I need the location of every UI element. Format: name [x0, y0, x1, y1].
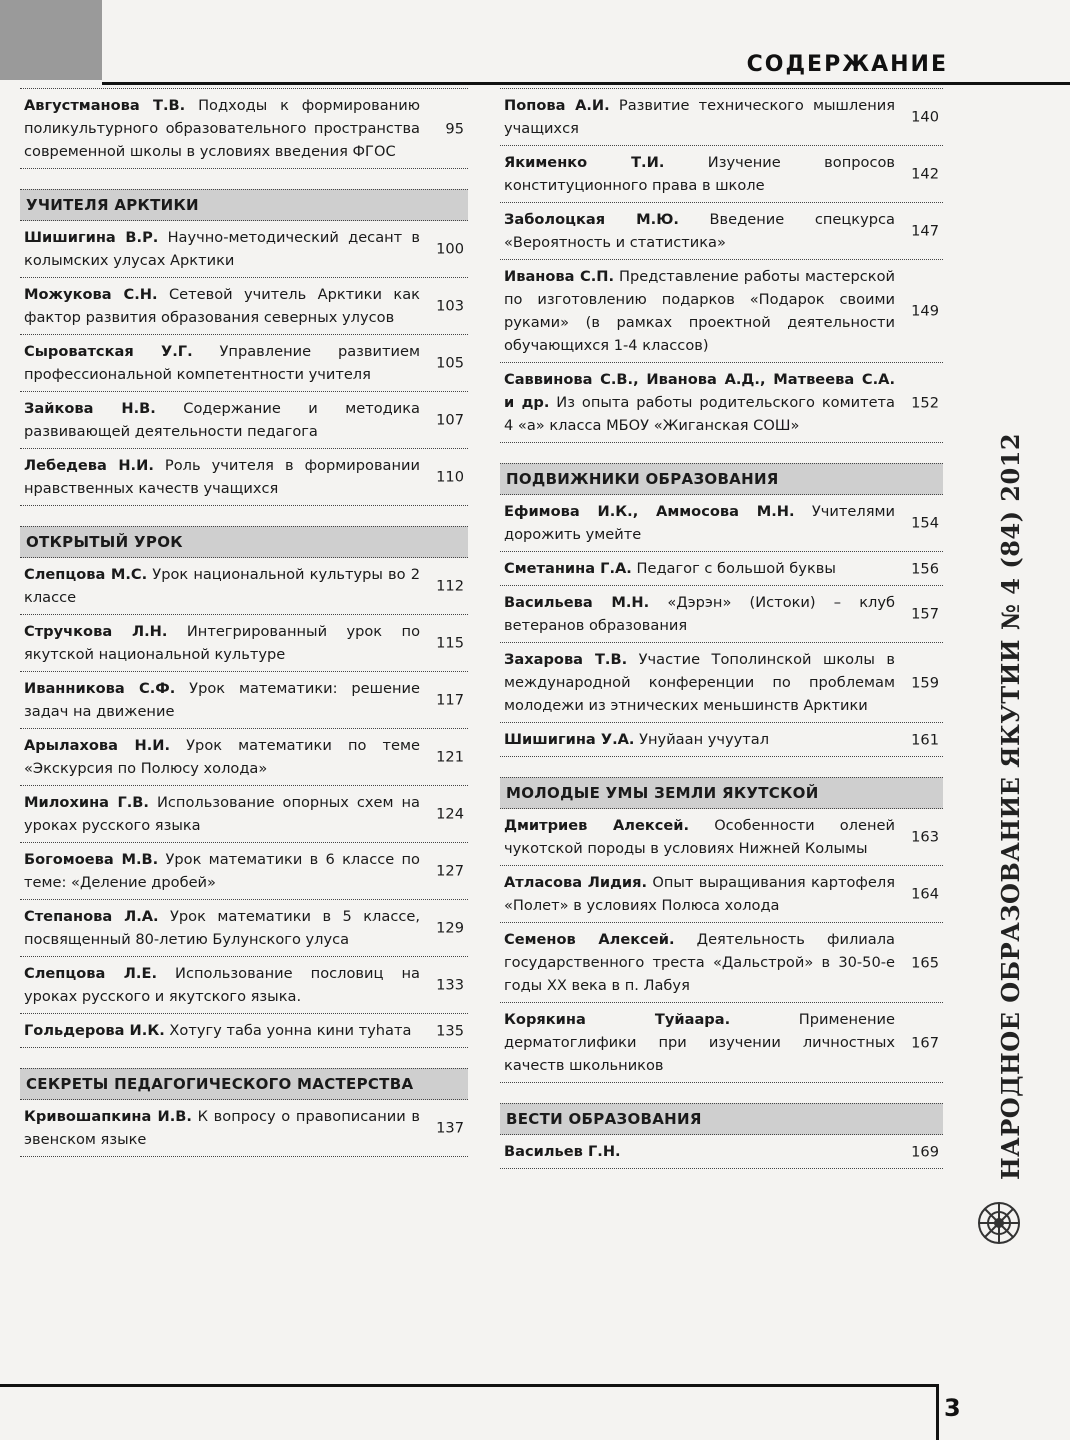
toc-entry-author: Слепцова М.С.	[24, 566, 148, 583]
toc-group	[500, 88, 943, 443]
toc-entry-page: 164	[911, 885, 939, 903]
toc-entry	[500, 203, 943, 260]
toc-entry-page: 137	[436, 1119, 464, 1137]
toc-entry	[500, 1003, 943, 1083]
toc-entry-page: 105	[436, 354, 464, 372]
toc-entry	[20, 672, 468, 729]
toc-entry	[20, 786, 468, 843]
toc-entry-title: Представление работы мастерской по изготовлению подарков «Подарок своими руками» (в рамках проектной деятельности обучающихся 1-4 классов)	[504, 268, 895, 354]
toc-entry-author: Семенов Алексей.	[504, 931, 675, 948]
toc-entry-page: 156	[911, 560, 939, 577]
toc-entry	[500, 923, 943, 1003]
footer-rule	[0, 1384, 936, 1387]
toc-entry-title: Унуйаан учуутал	[634, 731, 770, 748]
section-heading: ОТКРЫТЫЙ УРОК	[20, 526, 468, 558]
toc-entry-page: 152	[911, 394, 939, 411]
toc-entry-page: 117	[436, 691, 464, 709]
toc-entry-page: 129	[436, 919, 464, 937]
toc-entry-page: 100	[436, 240, 464, 258]
toc-entry-title: Управление развитием профессиональной компетентности учителя	[24, 343, 420, 383]
toc-entry-page: 159	[911, 674, 939, 691]
toc-entry	[20, 558, 468, 615]
section-heading: ПОДВИЖНИКИ ОБРАЗОВАНИЯ	[500, 463, 943, 495]
toc-entry-author: Слепцова Л.Е.	[24, 965, 157, 982]
section-heading: ВЕСТИ ОБРАЗОВАНИЯ	[500, 1103, 943, 1135]
toc-entry	[20, 843, 468, 900]
toc-group	[500, 1135, 943, 1169]
toc-entry-title: Интегрированный урок по якутской национальной культуре	[24, 623, 420, 663]
toc-entry-author: Кривошапкина И.В.	[24, 1108, 192, 1125]
toc-entry-title: Урок математики по теме «Экскурсия по Полюсу холода»	[24, 737, 420, 777]
toc-entry-author: Дмитриев Алексей.	[504, 817, 690, 834]
page-number: 3	[944, 1394, 961, 1422]
toc-entry-title: Педагог с большой буквы	[631, 560, 836, 577]
toc-entry-page: 163	[911, 828, 939, 846]
toc-entry-title: Урок математики: решение задач на движение	[24, 680, 420, 720]
toc-entry-page: 135	[436, 1022, 464, 1039]
toc-entry	[20, 449, 468, 506]
toc-entry-author: Гольдерова И.К.	[24, 1022, 165, 1039]
toc-entry-page: 142	[911, 165, 939, 183]
toc-entry-author: Васильев Г.Н.	[504, 1143, 621, 1160]
toc-entry-title: Урок национальной культуры во 2 классе	[24, 566, 420, 606]
toc-entry-title: «Дэрэн» (Истоки) – клуб ветеранов образования	[504, 594, 895, 634]
toc-entry-page: 110	[436, 468, 464, 486]
toc-entry-page: 107	[436, 411, 464, 429]
toc-entry-title: Особенности оленей чукотской породы в условиях Нижней Колымы	[504, 817, 895, 857]
toc-entry-author: Стручкова Л.Н.	[24, 623, 168, 640]
toc-entry	[500, 495, 943, 552]
toc-entry-page: 140	[911, 108, 939, 126]
toc-entry-author: Заболоцкая М.Ю.	[504, 211, 679, 228]
toc-entry-page: 95	[445, 120, 464, 137]
journal-emblem-icon	[974, 1198, 1024, 1248]
toc-entry-author: Атласова Лидия.	[504, 874, 648, 891]
toc-entry	[20, 957, 468, 1014]
toc-entry	[500, 1135, 943, 1169]
toc-entry	[500, 723, 943, 757]
toc-entry-page: 167	[911, 1034, 939, 1051]
toc-entry-page: 161	[911, 731, 939, 748]
page-title: СОДЕРЖАНИЕ	[746, 52, 948, 77]
toc-group	[20, 1100, 468, 1157]
toc-entry	[20, 729, 468, 786]
toc-entry	[500, 260, 943, 363]
toc-entry-page: 127	[436, 862, 464, 880]
toc-entry-page: 165	[911, 954, 939, 971]
toc-entry-page: 133	[436, 976, 464, 994]
toc-entry-title: Роль учителя в формировании нравственных качеств учащихся	[24, 457, 420, 497]
toc-entry-author: Попова А.И.	[504, 97, 610, 114]
toc-entry-page: 147	[911, 222, 939, 240]
toc-entry	[20, 278, 468, 335]
toc-group	[500, 809, 943, 1083]
toc-entry-title: Развитие технического мышления учащихся	[504, 97, 895, 137]
section-heading: СЕКРЕТЫ ПЕДАГОГИЧЕСКОГО МАСТЕРСТВА	[20, 1068, 468, 1100]
toc-entry	[500, 809, 943, 866]
toc-entry	[500, 363, 943, 443]
toc-entry-author: Иванникова С.Ф.	[24, 680, 176, 697]
toc-group	[20, 88, 468, 169]
toc-entry-title: Использование опорных схем на уроках русского языка	[24, 794, 421, 834]
toc-entry	[20, 615, 468, 672]
toc-entry	[20, 392, 468, 449]
toc-entry-title: Введение спецкурса «Вероятность и статистика»	[504, 211, 895, 251]
toc-entry-title: Применение дерматоглифики при изучении личностных качеств школьников	[504, 1011, 895, 1074]
toc-entry-title: Урок математики в 5 классе, посвященный 80-летию Булунского улуса	[24, 908, 420, 948]
toc-entry	[20, 221, 468, 278]
toc-entry-title: Участие Тополинской школы в международной конференции по проблемам молодежи из этнических меньшинств Арктики	[504, 651, 895, 714]
toc-entry	[20, 900, 468, 957]
toc-entry-author: Иванова С.П.	[504, 268, 614, 285]
header-rule	[102, 82, 1070, 85]
toc-entry-page: 115	[436, 634, 464, 652]
toc-entry-title: Использование пословиц на уроках русского и якутского языка.	[24, 965, 420, 1005]
toc-group	[20, 558, 468, 1048]
toc-entry-author: Васильева М.Н.	[504, 594, 650, 611]
toc-entry-title: Опыт выращивания картофеля «Полет» в условиях Полюса холода	[504, 874, 895, 914]
toc-entry-page: 121	[436, 748, 464, 766]
journal-side-title: НАРОДНОЕ ОБРАЗОВАНИЕ ЯКУТИИ № 4 (84) 2012	[996, 432, 1025, 1180]
toc-entry-author: Ефимова И.К., Аммосова М.Н.	[504, 503, 795, 520]
toc-entry-author: Арылахова Н.И.	[24, 737, 171, 754]
toc-entry	[20, 1100, 468, 1157]
toc-entry-page: 169	[911, 1143, 939, 1160]
toc-entry	[20, 335, 468, 392]
page-number-divider	[936, 1384, 939, 1440]
toc-entry	[500, 866, 943, 923]
toc-entry-page: 149	[911, 302, 939, 320]
toc-entry-author: Милохина Г.В.	[24, 794, 149, 811]
toc-entry-author: Можукова С.Н.	[24, 286, 158, 303]
toc-entry-title: Сетевой учитель Арктики как фактор развития образования северных улусов	[24, 286, 420, 326]
section-heading: МОЛОДЫЕ УМЫ ЗЕМЛИ ЯКУТСКОЙ	[500, 777, 943, 809]
toc-entry-page: 112	[436, 577, 464, 595]
toc-entry-author: Шишигина У.А.	[504, 731, 635, 748]
toc-entry-page: 157	[911, 605, 939, 623]
toc-entry-page: 154	[911, 514, 939, 532]
toc-entry-author: Степанова Л.А.	[24, 908, 159, 925]
toc-entry	[500, 643, 943, 723]
gray-corner-block	[0, 0, 102, 80]
toc-entry-author: Лебедева Н.И.	[24, 457, 154, 474]
toc-group	[20, 221, 468, 506]
toc-entry-title: Подходы к формированию поликультурного образовательного пространства современной школы в условиях введения ФГОС	[24, 97, 420, 160]
toc-entry	[20, 88, 468, 169]
toc-group	[500, 495, 943, 757]
toc-entry-title: Содержание и методика развивающей деятельности педагога	[24, 400, 420, 440]
toc-entry	[500, 88, 943, 146]
toc-entry-author: Августманова Т.В.	[24, 97, 186, 114]
toc-entry-author: Зайкова Н.В.	[24, 400, 156, 417]
toc-entry	[500, 146, 943, 203]
toc-entry-author: Якименко Т.И.	[504, 154, 665, 171]
toc-entry-page: 103	[436, 297, 464, 315]
toc-entry-author: Богомоева М.В.	[24, 851, 159, 868]
toc-entry-title: К вопросу о правописании в эвенском языке	[24, 1108, 420, 1148]
toc-entry-author: Захарова Т.В.	[504, 651, 628, 668]
toc-entry-title: Учителями дорожить умейте	[504, 503, 895, 543]
toc-entry-author: Шишигина В.Р.	[24, 229, 159, 246]
toc-entry-page: 124	[436, 805, 464, 823]
toc-entry-title: Научно-методический десант в колымских улусах Арктики	[24, 229, 420, 269]
section-heading: УЧИТЕЛЯ АРКТИКИ	[20, 189, 468, 221]
toc-entry	[20, 1014, 468, 1048]
right-column	[500, 88, 943, 1169]
toc-entry-author: Сметанина Г.А.	[504, 560, 632, 577]
toc-entry	[500, 586, 943, 643]
toc-entry	[500, 552, 943, 586]
toc-entry-title: Урок математики в 6 классе по теме: «Деление дробей»	[24, 851, 420, 891]
left-column	[20, 88, 468, 1157]
toc-entry-author: Корякина Туйаара.	[504, 1011, 731, 1028]
toc-entry-title: Деятельность филиала государственного треста «Дальстрой» в 30-50-е годы XX века в п. Лабуя	[504, 931, 895, 994]
toc-entry-author: Сыроватская У.Г.	[24, 343, 193, 360]
toc-entry-title: Хотугу таба уонна кини туhата	[164, 1022, 412, 1039]
toc-entry-author: Саввинова С.В., Иванова А.Д., Матвеева С.А. и др.	[504, 371, 895, 411]
toc-entry-title: Изучение вопросов конституционного права в школе	[504, 154, 895, 194]
toc-entry-title: Из опыта работы родительского комитета 4 «а» класса МБОУ «Жиганская СОШ»	[504, 394, 895, 434]
